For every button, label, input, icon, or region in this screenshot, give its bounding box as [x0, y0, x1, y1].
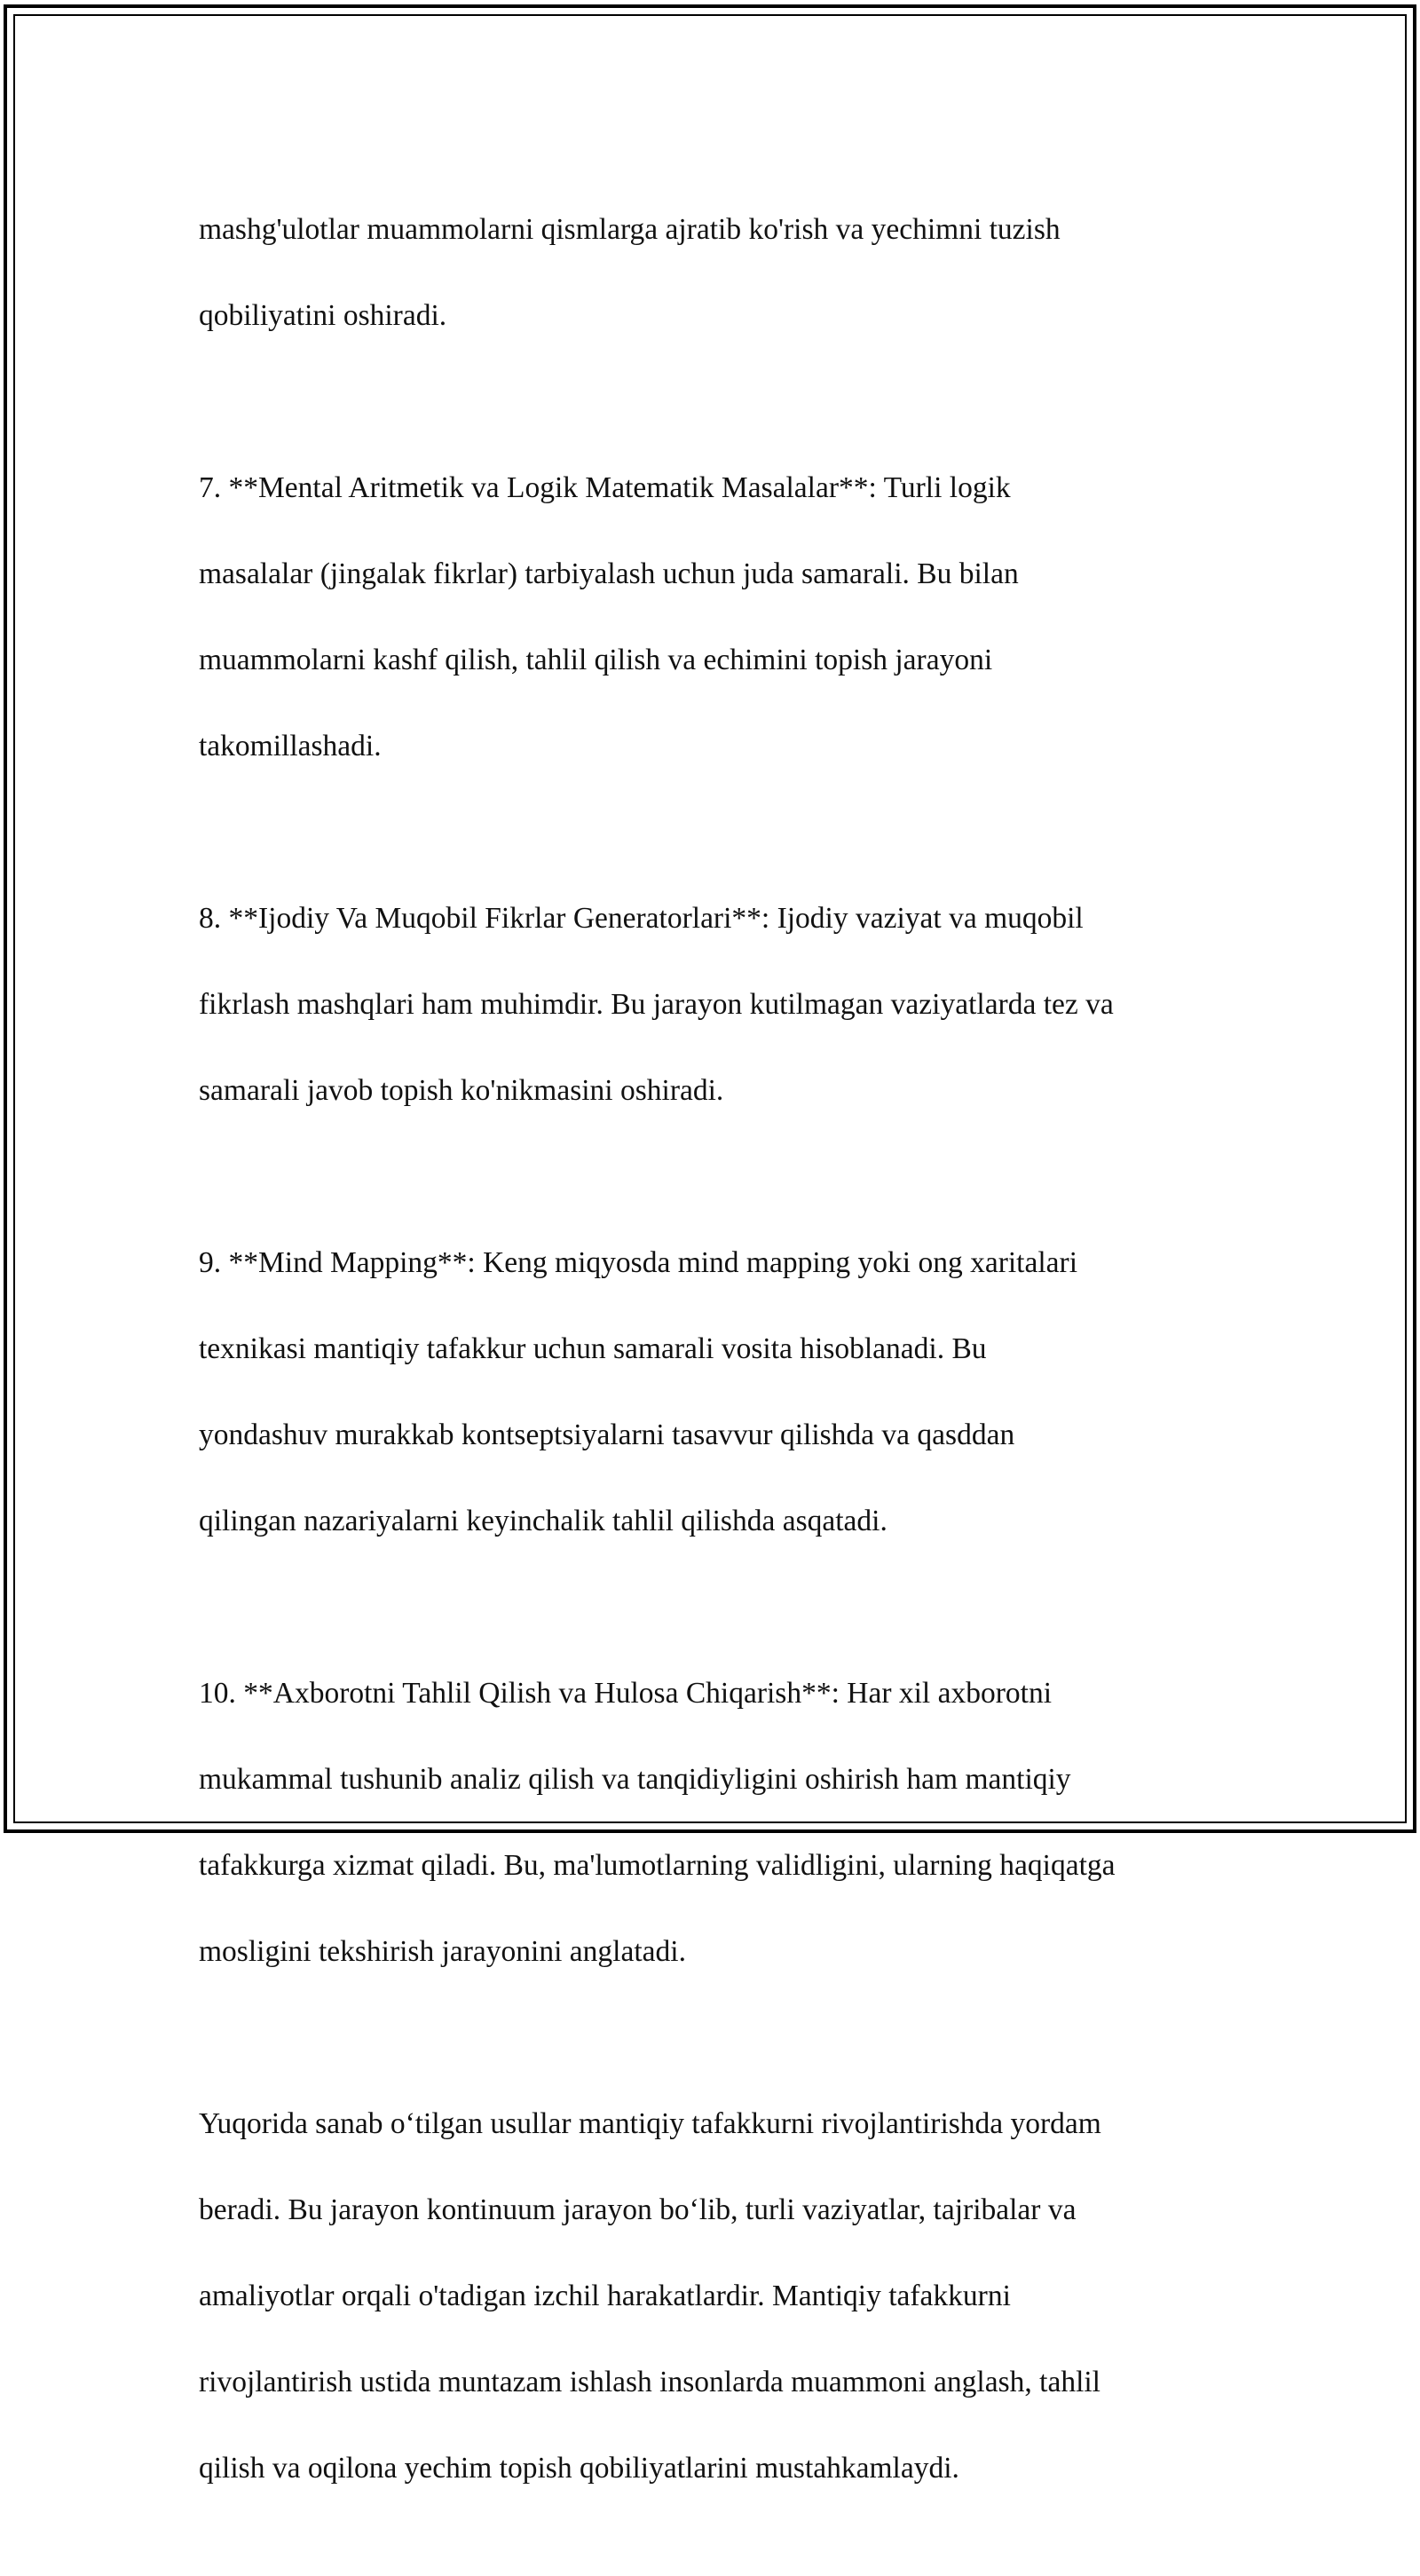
document-body — [199, 165, 1219, 2576]
paragraph-continuation — [199, 165, 1219, 381]
text-line: yondashuv murakkab kontseptsiyalarni tasavvur qilishda va qasddan — [199, 1418, 1015, 1451]
text-line: rivojlantirish ustida muntazam ishlash insonlarda muammoni anglash, tahlil — [199, 2365, 1100, 2398]
text-line: 8. **Ijodiy Va Muqobil Fikrlar Generatorlari**: Ijodiy vaziyat va muqobil — [199, 901, 1084, 935]
text-line: takomillashadi. — [199, 729, 382, 763]
paragraph-item-10 — [199, 1629, 1219, 2017]
text-line: texnikasi mantiqiy tafakkur uchun samarali vosita hisoblanadi. Bu — [199, 1331, 987, 1365]
text-line: qobiliyatini oshiradi. — [199, 298, 447, 332]
text-line: mashg'ulotlar muammolarni qismlarga ajratib ko'rish va yechimni tuzish — [199, 212, 1061, 246]
paragraph-item-9 — [199, 1198, 1219, 1586]
text-line: qilingan nazariyalarni keyinchalik tahlil qilishda asqatadi. — [199, 1504, 888, 1537]
text-line: muammolarni kashf qilish, tahlil qilish va echimini topish jarayoni — [199, 643, 993, 676]
text-line: mosligini tekshirish jarayonini anglatadi. — [199, 1934, 686, 1968]
text-line: mukammal tushunib analiz qilish va tanqidiyligini oshirish ham mantiqiy — [199, 1762, 1071, 1796]
text-line: 7. **Mental Aritmetik va Logik Matematik Masalalar**: Turli logik — [199, 470, 1011, 504]
text-line: Yuqorida sanab o‘tilgan usullar mantiqiy tafakkurni rivojlantirishda yordam — [199, 2106, 1101, 2140]
text-line: beradi. Bu jarayon kontinuum jarayon bo‘lib, turli vaziyatlar, tajribalar va — [199, 2193, 1077, 2226]
text-line: amaliyotlar orqali o'tadigan izchil harakatlardir. Mantiqiy tafakkurni — [199, 2279, 1011, 2312]
paragraph-item-7 — [199, 423, 1219, 811]
text-line: 10. **Axborotni Tahlil Qilish va Hulosa Chiqarish**: Har xil axborotni — [199, 1676, 1052, 1710]
text-line: samarali javob topish ko'nikmasini oshiradi. — [199, 1073, 724, 1107]
paragraph-item-8 — [199, 854, 1219, 1156]
text-line: masalalar (jingalak fikrlar) tarbiyalash uchun juda samarali. Bu bilan — [199, 557, 1019, 590]
text-line: fikrlash mashqlari ham muhimdir. Bu jarayon kutilmagan vaziyatlarda tez va — [199, 987, 1114, 1021]
text-line: tafakkurga xizmat qiladi. Bu, ma'lumotlarning validligini, ularning haqiqatga — [199, 1848, 1116, 1882]
paragraph-conclusion — [199, 2059, 1219, 2533]
text-line: qilish va oqilona yechim topish qobiliyatlarini mustahkamlaydi. — [199, 2451, 959, 2485]
text-line: 9. **Mind Mapping**: Keng miqyosda mind mapping yoki ong xaritalari — [199, 1245, 1078, 1279]
